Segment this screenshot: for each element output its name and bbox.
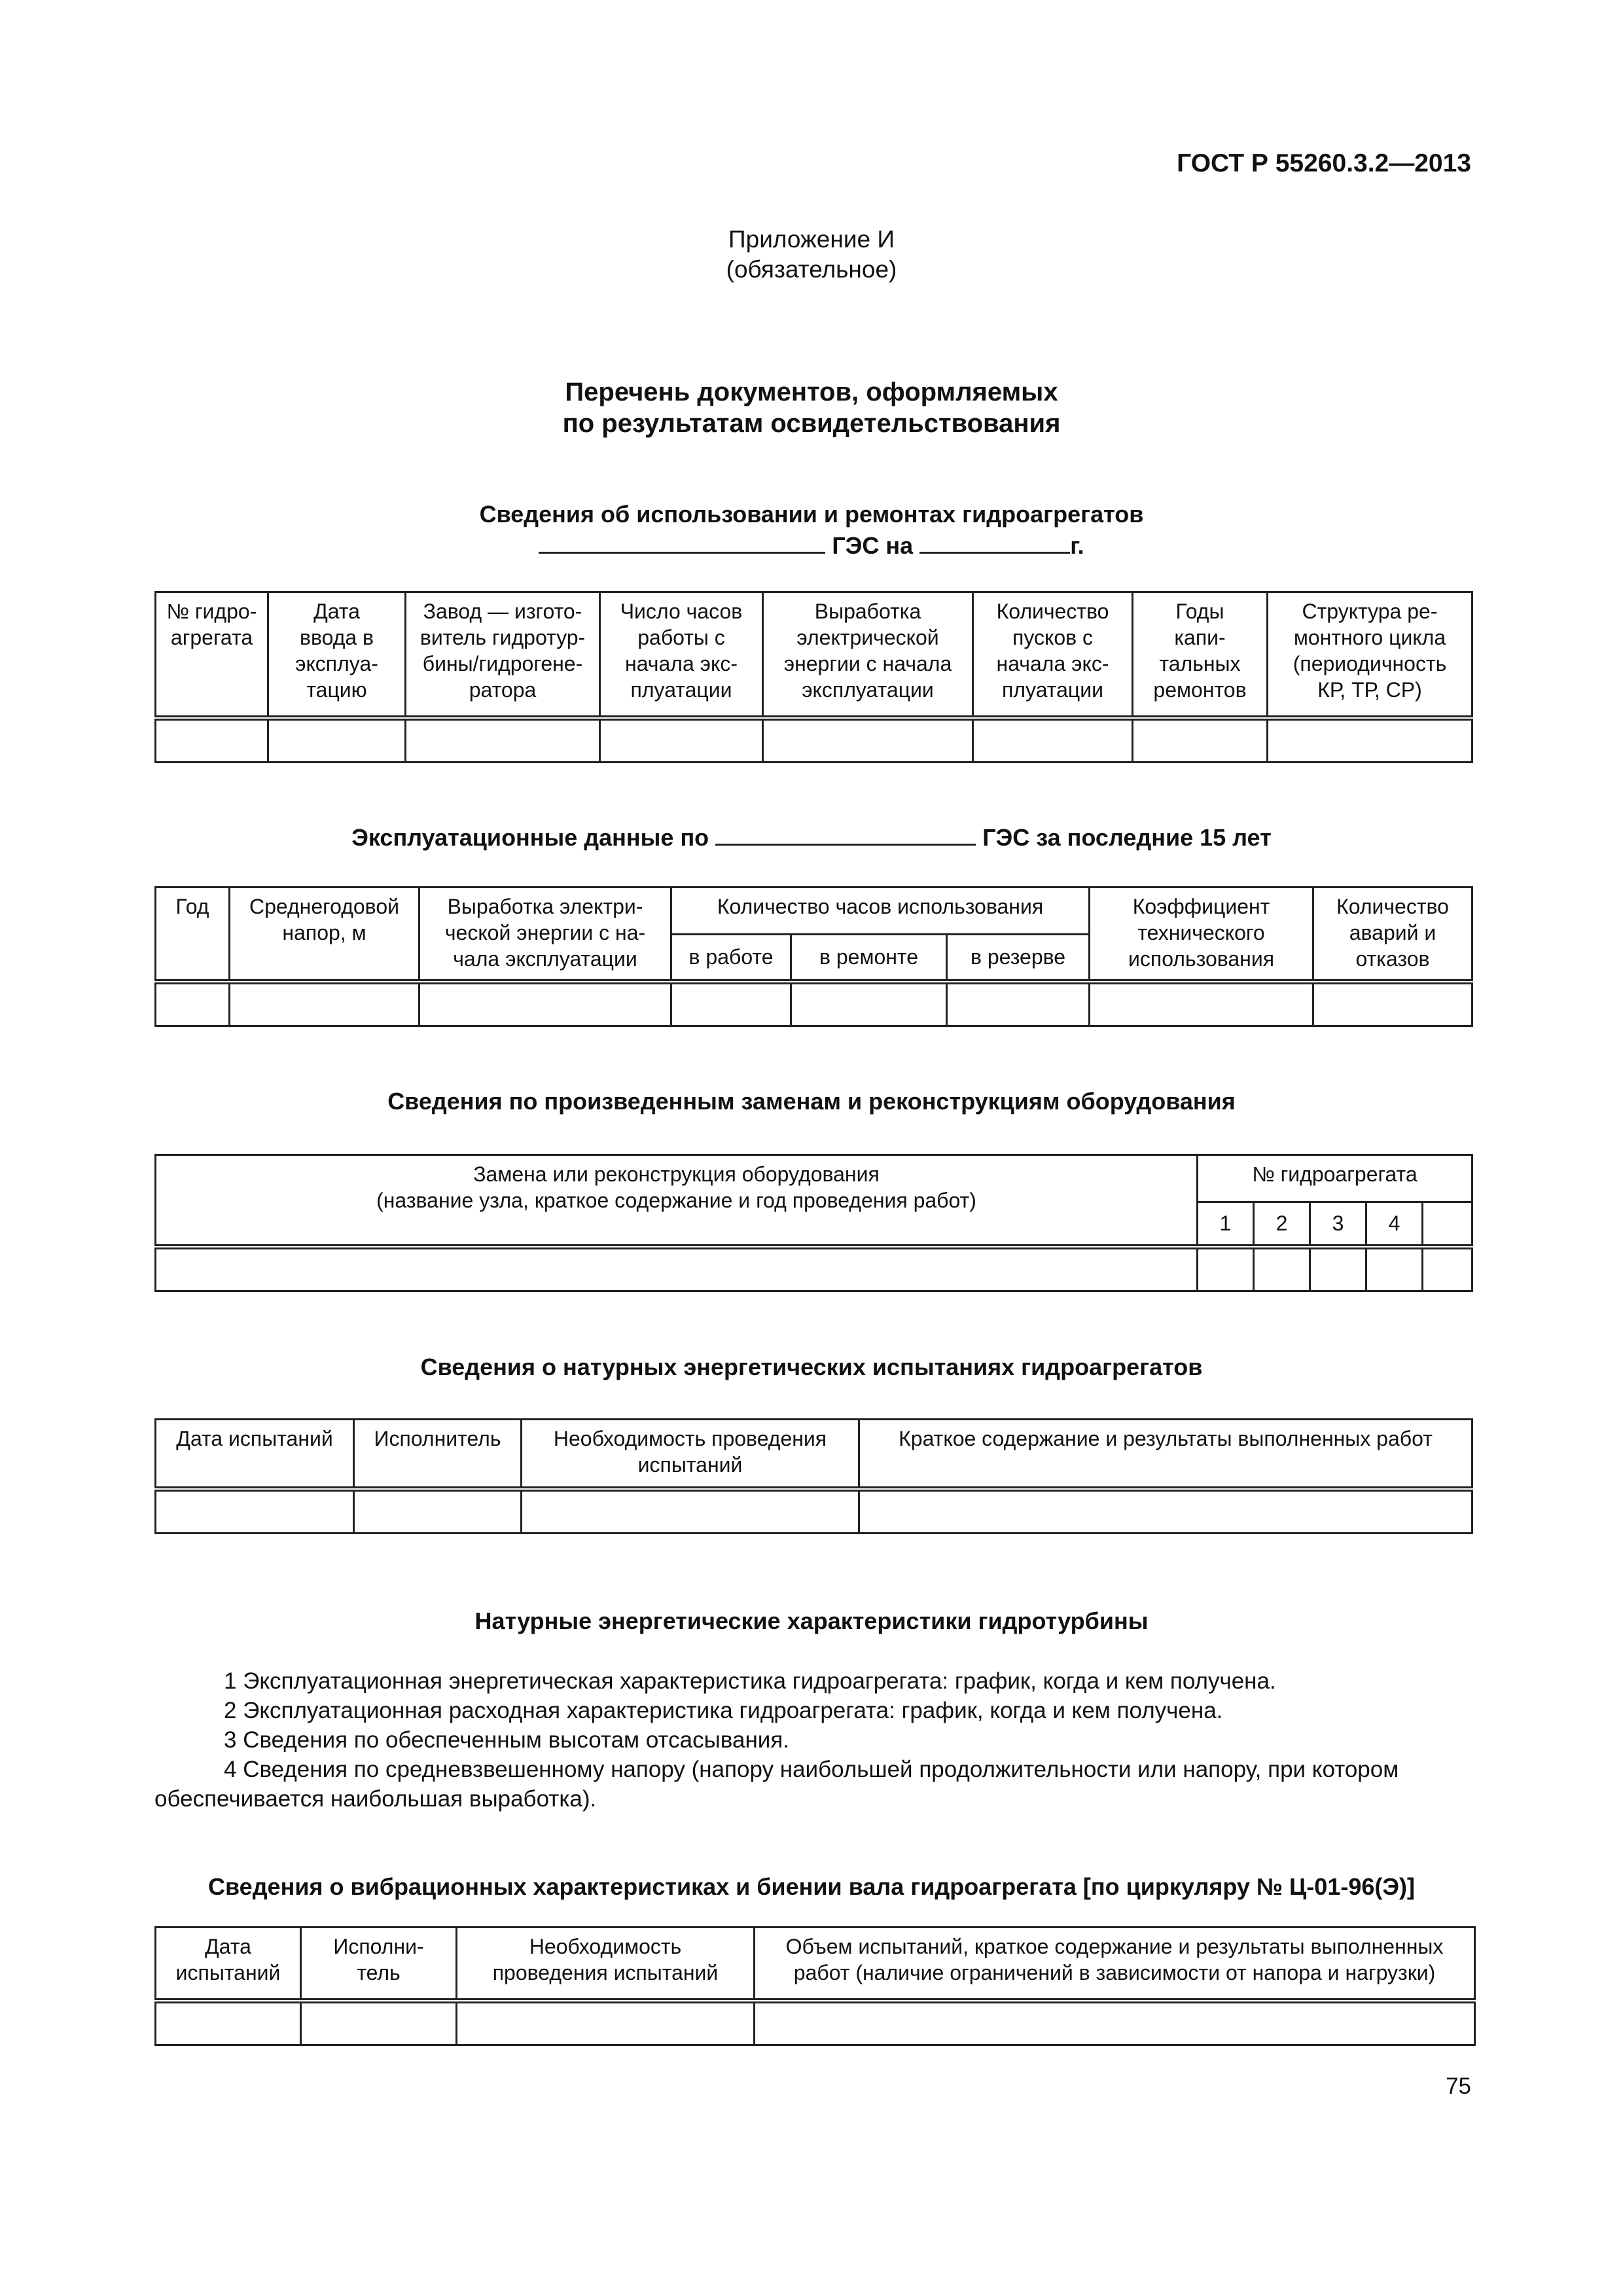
unit-number-cell: 3 xyxy=(1310,1202,1366,1247)
list-item: 4 Сведения по средневзвешенному напору (напору наибольшей продолжительности или напору, при котором обеспечивается наибольшая выработка). xyxy=(154,1757,1399,1812)
title-line-2: по результатам освидетельствования xyxy=(562,409,1061,438)
table-cell[interactable] xyxy=(156,1489,354,1534)
energy-tests-table xyxy=(154,1418,1473,1534)
section-replacements-title: Сведения по произведенным заменам и реконструкциям оборудования xyxy=(387,1088,1236,1115)
col-commission-date: Дата ввода в эксплуа- тацию xyxy=(268,592,406,718)
col-energy-output: Выработка электрической энергии с начала эксплуатации xyxy=(763,592,973,718)
unit-number-cell: 1 xyxy=(1198,1202,1254,1247)
table-header-row xyxy=(156,1928,1475,2001)
table-cell[interactable] xyxy=(973,718,1133,762)
col-manufacturer: Завод — изгото- витель гидротур- бины/гидрогене- ратора xyxy=(406,592,600,718)
appendix-label: Приложение И xyxy=(728,226,895,253)
table-row xyxy=(156,982,1472,1026)
col-unit-number: № гидро- агрегата xyxy=(156,592,268,718)
table-row xyxy=(156,1247,1472,1291)
blank-ges-name xyxy=(715,821,976,846)
table-cell[interactable] xyxy=(156,982,230,1026)
replacements-table xyxy=(154,1154,1473,1292)
list-item: 1 Эксплуатационная энергетическая характеристика гидроагрегата: график, когда и кем получена. xyxy=(224,1668,1276,1694)
characteristics-list xyxy=(154,1666,1470,1814)
section-tests-title: Сведения о натурных энергетических испытаниях гидроагрегатов xyxy=(420,1354,1203,1380)
col-test-scope: Объем испытаний, краткое содержание и результаты выполненных работ (наличие ограничений в зависимости от напора и нагрузки) xyxy=(755,1928,1475,2001)
document-title xyxy=(0,376,1623,439)
table-cell[interactable] xyxy=(230,982,419,1026)
table-cell[interactable] xyxy=(406,718,600,762)
table-row xyxy=(156,1489,1472,1534)
table-cell[interactable] xyxy=(419,982,671,1026)
section-vibration-title: Сведения о вибрационных характеристиках и биении вала гидроагрегата [по циркуляру № Ц-01-96(Э)] xyxy=(208,1873,1415,1900)
operational-data-table xyxy=(154,886,1473,1027)
blank-ges-name xyxy=(539,529,825,554)
col-test-date: Дата испытаний xyxy=(156,1928,301,2001)
col-usage-hours: Количество часов использования xyxy=(671,888,1090,935)
page-number: 75 xyxy=(1446,2073,1471,2099)
table-header-row xyxy=(156,1155,1472,1202)
table-cell[interactable] xyxy=(1090,982,1313,1026)
table-header-row xyxy=(156,592,1472,718)
section-usage-title-line1: Сведения об использовании и ремонтах гидроагрегатов xyxy=(479,501,1144,528)
table-cell[interactable] xyxy=(671,982,791,1026)
table-cell[interactable] xyxy=(1366,1247,1423,1291)
col-executor: Исполни- тель xyxy=(301,1928,457,2001)
table-cell[interactable] xyxy=(156,2001,301,2045)
col-in-operation: в работе xyxy=(671,935,791,982)
col-utilization-coefficient: Коэффициент технического использования xyxy=(1090,888,1313,982)
usage-repairs-table xyxy=(154,591,1473,763)
col-test-necessity: Необходимость проведения испытаний xyxy=(522,1420,859,1489)
blank-date xyxy=(919,529,1070,554)
col-in-reserve: в резерве xyxy=(947,935,1090,982)
table-cell[interactable] xyxy=(301,2001,457,2045)
col-energy-output: Выработка электри- ческой энергии с на- чала эксплуатации xyxy=(419,888,671,982)
table-cell[interactable] xyxy=(1254,1247,1310,1291)
unit-number-cell: 4 xyxy=(1366,1202,1423,1247)
vibration-table xyxy=(154,1926,1476,2046)
section-usage-title xyxy=(0,499,1623,561)
table-cell[interactable] xyxy=(1198,1247,1254,1291)
appendix-heading xyxy=(0,224,1623,285)
col-operating-hours: Число часов работы с начала экс- плуатации xyxy=(600,592,763,718)
table-cell[interactable] xyxy=(354,1489,522,1534)
table-row xyxy=(156,2001,1475,2045)
list-item: 3 Сведения по обеспеченным высотам отсасывания. xyxy=(224,1727,789,1753)
col-unit-number: № гидроагрегата xyxy=(1198,1155,1472,1202)
table-cell[interactable] xyxy=(1313,982,1472,1026)
table-cell[interactable] xyxy=(1310,1247,1366,1291)
unit-number-cell: 2 xyxy=(1254,1202,1310,1247)
table-cell[interactable] xyxy=(600,718,763,762)
section-characteristics-title: Натурные энергетические характеристики гидротурбины xyxy=(474,1607,1149,1634)
table-cell[interactable] xyxy=(268,718,406,762)
table-header-row xyxy=(156,1420,1472,1489)
col-test-date: Дата испытаний xyxy=(156,1420,354,1489)
col-average-head: Среднегодовой напор, м xyxy=(230,888,419,982)
table-cell[interactable] xyxy=(156,1247,1198,1291)
col-in-repair: в ремонте xyxy=(791,935,947,982)
table-cell[interactable] xyxy=(755,2001,1475,2045)
unit-number-cell xyxy=(1423,1202,1472,1247)
col-start-count: Количество пусков с начала экс- плуатации xyxy=(973,592,1133,718)
section-usage-title-line2: ГЭС на г. xyxy=(0,529,1623,561)
table-cell[interactable] xyxy=(457,2001,755,2045)
title-line-1: Перечень документов, оформляемых xyxy=(565,378,1058,406)
table-cell[interactable] xyxy=(791,982,947,1026)
document-code: ГОСТ Р 55260.3.2—2013 xyxy=(1177,149,1471,177)
col-year: Год xyxy=(156,888,230,982)
col-replacement-description: Замена или реконструкция оборудования (название узла, краткое содержание и год проведения работ) xyxy=(156,1155,1198,1247)
table-row xyxy=(156,718,1472,762)
list-item: 2 Эксплуатационная расходная характеристика гидроагрегата: график, когда и кем получена. xyxy=(224,1698,1223,1723)
table-cell[interactable] xyxy=(1133,718,1268,762)
table-header-row xyxy=(156,888,1472,935)
col-accidents: Количество аварий и отказов xyxy=(1313,888,1472,982)
table-cell[interactable] xyxy=(522,1489,859,1534)
table-cell[interactable] xyxy=(763,718,973,762)
table-cell[interactable] xyxy=(1268,718,1472,762)
col-repair-cycle: Структура ре- монтного цикла (периодичность КР, ТР, СР) xyxy=(1268,592,1472,718)
table-cell[interactable] xyxy=(859,1489,1472,1534)
col-results-summary: Краткое содержание и результаты выполненных работ xyxy=(859,1420,1472,1489)
col-executor: Исполнитель xyxy=(354,1420,522,1489)
table-cell[interactable] xyxy=(1423,1247,1472,1291)
appendix-note: (обязательное) xyxy=(726,256,897,283)
col-overhaul-years: Годы капи- тальных ремонтов xyxy=(1133,592,1268,718)
table-cell[interactable] xyxy=(156,718,268,762)
col-test-necessity: Необходимость проведения испытаний xyxy=(457,1928,755,2001)
table-cell[interactable] xyxy=(947,982,1090,1026)
section-operational-title: Эксплуатационные данные по ГЭС за последние 15 лет xyxy=(0,821,1623,852)
